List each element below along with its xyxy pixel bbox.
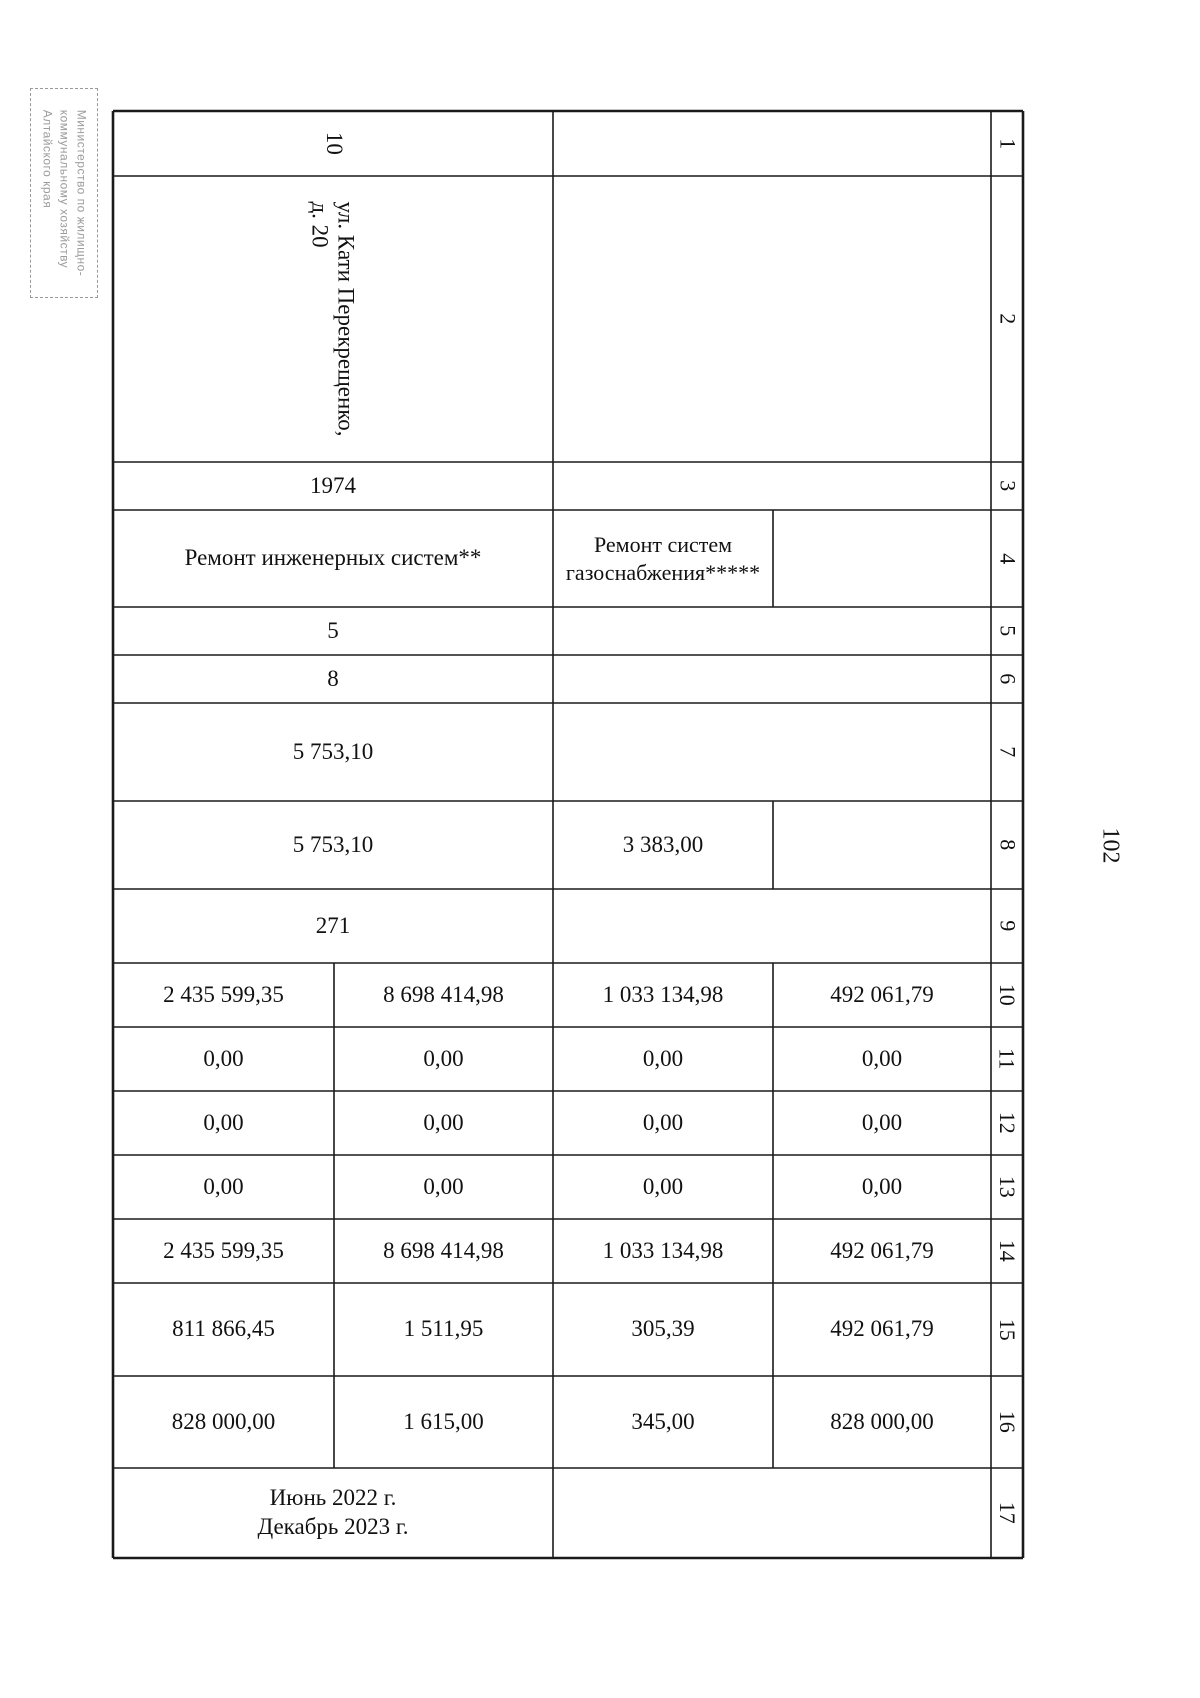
row-number: 4 [994, 553, 1020, 564]
row-number: 7 [994, 746, 1020, 758]
stamp-line: Министерство по жилищно- [74, 109, 88, 277]
value-cell: 5 753,10 [292, 831, 374, 857]
address-line: ул. Кати Перекрещенко, [334, 201, 359, 437]
table-cell: 0,00 [642, 1173, 684, 1199]
row-number: 2 [994, 313, 1020, 325]
table-cell: 0,00 [423, 1109, 464, 1135]
row-number: 17 [994, 1502, 1020, 1524]
row-number: 8 [994, 839, 1020, 851]
table-cell: 0,00 [203, 1109, 244, 1135]
row-number: 12 [994, 1112, 1020, 1134]
table-cell: 8 698 414,98 [383, 1237, 504, 1263]
address-line: д. 20 [308, 201, 333, 248]
end-date: Декабрь 2023 г. [257, 1514, 409, 1539]
table-cell: 0,00 [861, 1109, 903, 1135]
table-cell: 2 435 599,35 [163, 981, 284, 1007]
row-number: 16 [994, 1411, 1020, 1433]
table-cell: 811 866,45 [172, 1316, 275, 1342]
stamp-line: Алтайского края [40, 109, 54, 209]
table-cell: 305,39 [631, 1316, 695, 1342]
row-number: 3 [994, 480, 1020, 492]
row-number: 15 [994, 1318, 1020, 1341]
table-cell: 0,00 [642, 1109, 684, 1135]
work-type-cell: Ремонт систем газоснабжения***** [565, 532, 761, 585]
table-cell: 0,00 [642, 1045, 684, 1071]
work-type-cell: Ремонт инженерных систем** [184, 545, 482, 571]
table-cell: 345,00 [631, 1408, 695, 1434]
stamp-line: коммунальному хозяйству [57, 109, 71, 269]
house-number-cell: 10 [321, 132, 347, 155]
start-date: Июнь 2022 г. [269, 1485, 397, 1511]
schedule-cell [113, 1468, 553, 1558]
row-number: 11 [994, 1048, 1020, 1070]
value-cell: 8 [327, 665, 339, 691]
value-cell: 271 [315, 912, 351, 938]
table-cell: 1 511,95 [403, 1316, 484, 1342]
table-cell: 0,00 [203, 1173, 244, 1199]
page-number: 102 [1097, 827, 1124, 863]
table-cell: 1 033 134,98 [602, 1237, 724, 1263]
year-cell: 1974 [310, 472, 356, 498]
table-cell: 1 615,00 [403, 1408, 484, 1434]
row-number: 9 [994, 920, 1020, 932]
row-number: 14 [994, 1240, 1020, 1262]
table-cell: 492 061,79 [830, 981, 934, 1007]
table-cell: 1 033 134,98 [602, 981, 724, 1007]
table-cell: 828 000,00 [171, 1408, 276, 1434]
table-cell: 0,00 [861, 1045, 903, 1071]
row-number: 5 [994, 625, 1020, 637]
table-cell: 0,00 [203, 1045, 244, 1071]
table-cell: 492 061,79 [830, 1237, 934, 1263]
table-cell: 492 061,79 [830, 1316, 934, 1342]
table-cell: 828 000,00 [830, 1408, 934, 1434]
row-number: 10 [994, 984, 1020, 1006]
row-number: 6 [994, 673, 1020, 685]
row-number: 13 [994, 1176, 1020, 1198]
table-cell: 2 435 599,35 [163, 1237, 284, 1263]
value-cell: 5 [327, 617, 339, 643]
address-cell [113, 176, 553, 462]
value-cell: 5 753,10 [292, 738, 374, 764]
table-cell: 8 698 414,98 [383, 981, 504, 1007]
table-cell: 0,00 [423, 1045, 464, 1071]
row-number: 1 [994, 138, 1020, 149]
table-cell: 0,00 [423, 1173, 464, 1199]
table-cell: 0,00 [861, 1173, 903, 1199]
value-cell: 3 383,00 [622, 831, 704, 857]
